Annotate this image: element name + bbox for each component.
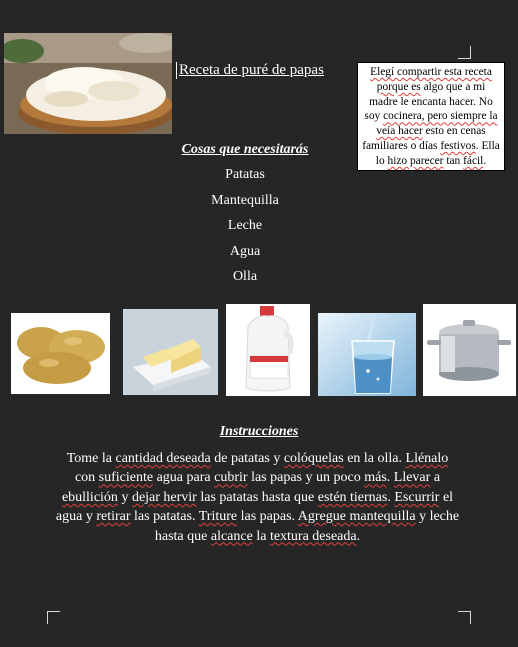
instructions-text-segment: Agregue mantequilla	[297, 509, 416, 525]
instructions-text-segment: agua para	[153, 470, 215, 486]
instructions-text-segment: las papas y un poco	[247, 470, 365, 486]
instructions-text-segment: .	[356, 528, 361, 544]
mashed-potatoes-illustration	[4, 33, 172, 134]
butter-illustration	[123, 309, 218, 395]
pot-photo[interactable]	[423, 304, 516, 396]
intro-text-segment: algo que a mi madre le encanta hacer. No soy	[364, 80, 493, 123]
instructions-text-segment: textura deseada	[269, 528, 357, 544]
butter-photo[interactable]	[123, 309, 218, 395]
milk-jug-illustration	[226, 304, 310, 396]
instructions-text-segment: alcance	[210, 528, 253, 544]
instructions-text-segment: la	[252, 528, 270, 544]
instructions-text-segment: estén tiernas	[317, 489, 388, 505]
instructions-text-segment: ebullición	[61, 489, 118, 505]
instructions-text-segment: .	[387, 489, 395, 505]
ingredient-item: Olla	[232, 269, 258, 284]
ingredient-item: Patatas	[225, 167, 265, 182]
instructions-text-segment: con	[74, 470, 99, 486]
ingredient-item: Mantequilla	[211, 193, 279, 208]
instructions-text[interactable]	[55, 449, 460, 546]
instructions-text-segment: cubrir	[214, 470, 248, 486]
margin-corner-bottom-left	[47, 611, 60, 624]
instructions-text-segment: las papas.	[237, 509, 298, 525]
intro-text-segment: fácil	[463, 154, 484, 167]
intro-text-segment: tan	[443, 154, 464, 167]
intro-text-segment: porque es	[376, 80, 421, 93]
instructions-text-segment: colóquelas	[283, 451, 344, 466]
instructions-text-segment: Llénalo	[405, 451, 449, 466]
instructions-text-segment: a	[430, 470, 441, 486]
instructions-text-segment: Triture	[198, 509, 238, 525]
instructions-text-segment: de patatas y	[210, 451, 284, 466]
instructions-text-segment: .	[386, 470, 394, 486]
mashed-potatoes-photo[interactable]	[4, 33, 172, 134]
instructions-text-segment: cantidad deseada	[115, 451, 211, 466]
instructions-text-segment: Llevar	[393, 470, 431, 486]
intro-text-box[interactable]	[357, 62, 505, 171]
instructions-text-segment: las patatas.	[130, 509, 199, 525]
water-glass-photo[interactable]	[318, 313, 416, 396]
ingredient-item: Leche	[227, 218, 263, 233]
potatoes-photo[interactable]	[11, 313, 110, 394]
margin-corner-top-right	[458, 46, 471, 59]
instructions-text-segment: retirar	[96, 509, 131, 525]
instructions-text-segment: Escurrir	[394, 489, 440, 505]
instructions-text-segment: las patatas hasta que	[196, 489, 318, 505]
margin-corner-bottom-right	[458, 611, 471, 624]
recipe-title[interactable]: Receta de puré de papas	[176, 62, 324, 79]
instructions-text-segment: Tome la	[66, 451, 116, 466]
intro-text-segment: festivos	[440, 139, 476, 152]
ingredient-item: Agua	[229, 244, 261, 259]
water-glass-illustration	[318, 313, 416, 396]
instructions-heading: Instrucciones	[219, 424, 299, 439]
intro-text-segment: cocinera, pero siempre la veía hacer	[376, 110, 498, 138]
intro-text-segment: esto en cenas familiares o días	[362, 125, 486, 152]
instructions-text-segment: y	[117, 489, 132, 505]
instructions-text-segment: en la olla.	[343, 451, 406, 466]
potatoes-illustration	[11, 313, 110, 394]
intro-text-segment: .	[483, 154, 487, 167]
intro-text-segment: hizo parecer	[387, 154, 444, 167]
pot-illustration	[423, 304, 516, 396]
instructions-text-segment: suficiente	[98, 470, 154, 486]
milk-jug-photo[interactable]	[226, 304, 310, 396]
instructions-text-segment: el agua y	[55, 489, 454, 525]
instructions-text-segment: y leche hasta que	[154, 509, 460, 544]
intro-text-segment: Elegí compartir esta receta	[370, 66, 492, 78]
ingredients-heading: Cosas que necesitarás	[181, 142, 309, 157]
instructions-text-segment: más	[364, 470, 387, 486]
intro-text-segment: . Ella lo	[375, 139, 500, 167]
instructions-text-segment: dejar hervir	[131, 489, 197, 505]
